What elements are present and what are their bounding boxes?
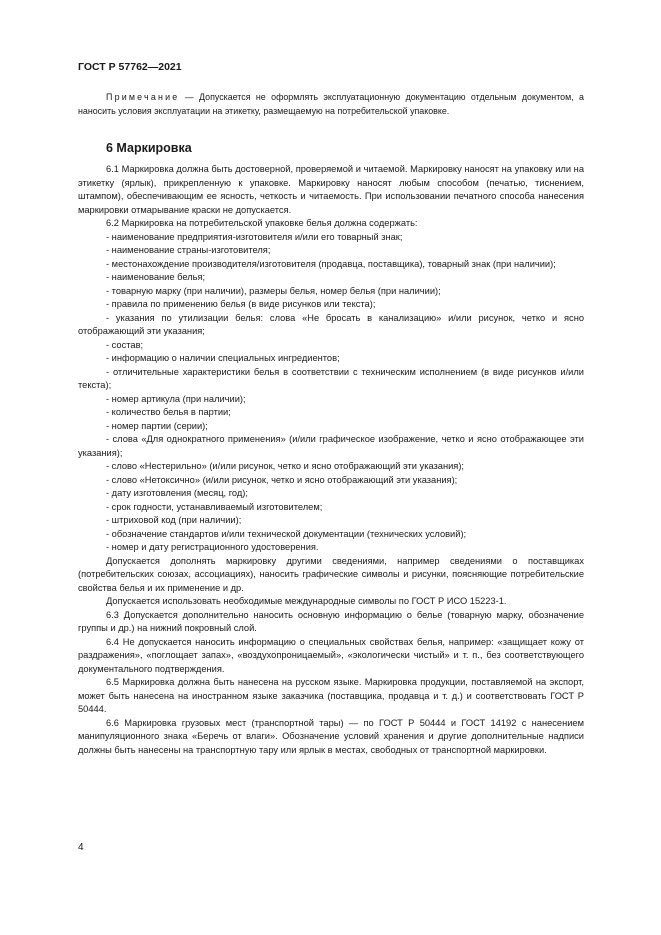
list-item: - наименование белья;: [106, 272, 206, 282]
list-item: - отличительные характеристики белья в соответствии с техническим исполнением (в виде рисунков и/или текста);: [78, 366, 584, 390]
paragraph: 6.6 Маркировка грузовых мест (транспортной тары) — по ГОСТ Р 50444 и ГОСТ 14192 с нанесением манипуляционного знака «Беречь от влаги». Обозначение условий хранения и другие дополнительные надписи должны быть нанесены на транспортную тару или ярлык в местах, свободных от транспортной маркировки.: [78, 717, 584, 755]
paragraph: Допускается использовать необходимые международные символы по ГОСТ Р ИСО 15223-1.: [106, 596, 507, 606]
list-item: - номер артикула (при наличии);: [106, 393, 246, 404]
note-text: — Допускается не оформлять эксплуатационную документацию отдельным документом, а наносить условия эксплуатации на этикетку, размещаемую на потребительской упаковке.: [78, 92, 584, 116]
paragraph: 6.3 Допускается дополнительно наносить основную информацию о белье (товарную марку, обозначение группы и др.) на нижний покровный слой.: [78, 609, 584, 633]
section-body: [78, 163, 584, 757]
list-item: - номер партии (серии);: [106, 420, 208, 431]
list-item: - состав;: [106, 339, 144, 350]
list-item: - товарную марку (при наличии), размеры белья, номер белья (при наличии);: [106, 285, 441, 296]
paragraph: 6.1 Маркировка должна быть достоверной, проверяемой и читаемой. Маркировку наносят на упаковку или на этикетку (ярлык), прикрепленную к упаковке. Маркировку наносят любым способом (печатью, тиснением, штампом), обеспечивающим ее ясность, четкость и читаемость. При использовании печатного способа нанесения маркировки отмарывание краски не допускается.: [78, 164, 584, 215]
note-block: [78, 91, 584, 118]
list-item: - информацию о наличии специальных ингредиентов;: [106, 353, 340, 363]
paragraph: 6.2 Маркировка на потребительской упаковке белья должна содержать:: [106, 218, 418, 228]
note-label: Примечание: [106, 92, 180, 102]
list-item: - указания по утилизации белья: слова «Не бросать в канализацию» и/или рисунок, четко и ясно отображающий эти указания;: [78, 312, 584, 336]
list-item: - местонахождение производителя/изготовителя (продавца, поставщика), товарный знак (при наличии);: [106, 258, 556, 269]
page-number: 4: [78, 842, 84, 853]
list-item: - слово «Нестерильно» (и/или рисунок, четко и ясно отображающий эти указания);: [106, 461, 465, 471]
list-item: - слово «Нетоксично» (и/или рисунок, четко и ясно отображающий эти указания);: [106, 474, 458, 485]
list-item: - дату изготовления (месяц, год);: [106, 488, 248, 498]
list-item: - срок годности, устанавливаемый изготовителем;: [106, 501, 323, 512]
list-item: - слова «Для однократного применения» (и/или графическое изображение, четко и ясно отображающее эти указания);: [78, 434, 584, 458]
list-item: - наименование страны-изготовителя;: [106, 245, 271, 255]
list-item: - количество белья в партии;: [106, 407, 231, 417]
list-item: - обозначение стандартов и/или технической документации (технических условий);: [106, 528, 467, 539]
paragraph: Допускается дополнять маркировку другими сведениями, например сведениями о поставщиках (потребительских союзах, ассоциациях), наносить графические символы и рисунки, поясняющие потребительские свойства белья и их применение и др.: [78, 555, 584, 593]
section-title: 6 Маркировка: [106, 141, 192, 155]
paragraph: 6.4 Не допускается наносить информацию о специальных свойствах белья, например: «защищает кожу от раздражения», «поглощает запах», «воздухопроницаемый», «экологически чистый» и т. п., без соответствующего документального подтверждения.: [78, 636, 584, 674]
paragraph: 6.5 Маркировка должна быть нанесена на русском языке. Маркировка продукции, поставляемой на экспорт, может быть нанесена на иностранном языке заказчика (поставщика, продавца и т. д.) и соответствовать ГОСТ Р 50444.: [78, 677, 584, 714]
list-item: - правила по применению белья (в виде рисунков или текста);: [106, 299, 376, 309]
document-header: ГОСТ Р 57762—2021: [78, 61, 182, 73]
list-item: - наименование предприятия-изготовителя и/или его товарный знак;: [106, 231, 403, 242]
list-item: - штриховой код (при наличии);: [106, 515, 242, 525]
list-item: - номер и дату регистрационного удостоверения.: [106, 542, 319, 552]
